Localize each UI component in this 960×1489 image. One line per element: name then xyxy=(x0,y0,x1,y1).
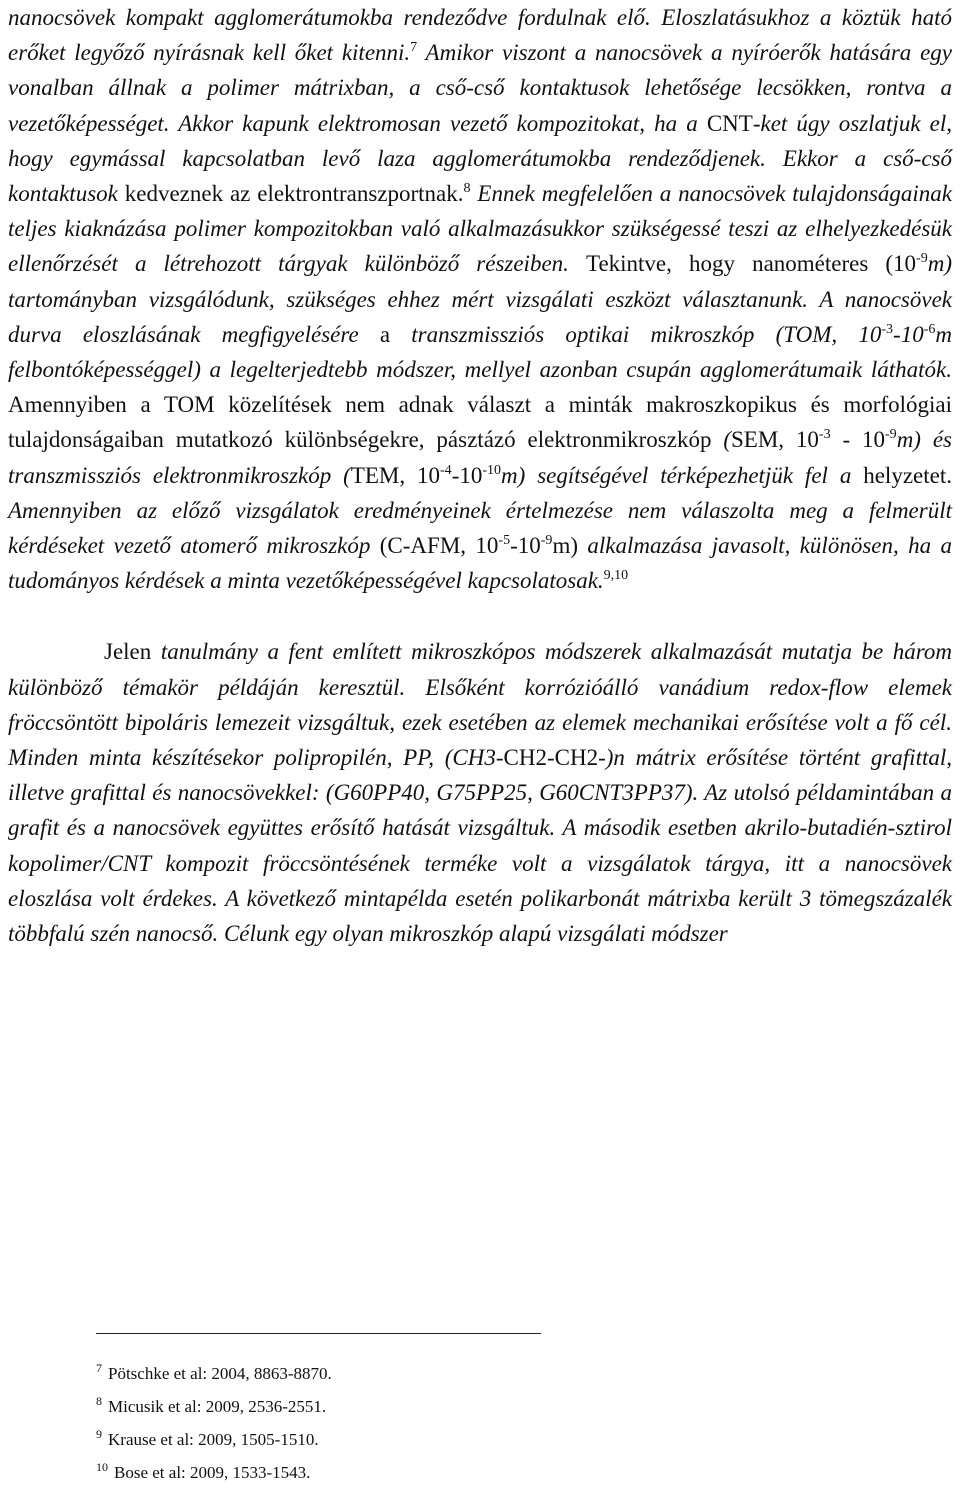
footnote-text: Krause et al: 2009, 1505-1510. xyxy=(108,1430,319,1449)
text-run: -10 xyxy=(893,321,924,347)
text-run: Amennyiben a TOM közelítések nem adnak választ a minták makroszkopikus és morfológiai tulajdonságaiban mutatkozó különbségekre, pásztázó elektronmikroszkóp xyxy=(8,392,952,453)
text-run: m) és transzmissziós elektronmikroszkóp ( xyxy=(8,427,952,488)
text-run: -ket úgy oszlatjuk el, hogy egymással kapcsolatban levő laza agglomerátumokba rendeződjenek. Ekkor a cső-cső kontaktusok xyxy=(8,110,952,207)
superscript: -6 xyxy=(923,321,936,337)
text-run: nanocsövek kompakt agglomerátumokba rendeződve fordulnak elő. Eloszlatásukhoz a köztük ható erőket legyőző nyírásnak kell őket kitenni. xyxy=(8,5,952,66)
text-run: m) tartományban vizsgálódunk, szükséges ehhez mért vizsgálati eszközt választanunk. A nanocsövek durva eloszlásának megfigyelésére xyxy=(8,251,952,347)
text-run: Ennek megfelelően a nanocsövek tulajdonságainak teljes kiaknázása polimer kompozitokban való alkalmazásukkor szükségessé teszi az elhelyezkedésük ellenőrzését a létrehozott tárgyak különböző részeiben. xyxy=(8,181,952,277)
superscript: -9 xyxy=(885,427,897,443)
text-run: Jelen xyxy=(104,639,152,665)
text-run: -10 xyxy=(451,462,483,488)
body-paragraph-2 xyxy=(8,634,952,951)
footnote-number: 8 xyxy=(96,1394,102,1408)
superscript: -9 xyxy=(916,251,928,267)
text-run: tanulmány a fent említett mikroszkópos módszerek alkalmazását mutatja be három különböző témakör példáján keresztül. Elsőként korrózióálló vanádium redox-flow elemek fröccsöntött bipoláris lemezeit vizsgáltuk, ezek esetében az elemek mechanikai erősítése volt a fő cél. Minden minta készítésekor polipropilén, PP, (CH3- xyxy=(8,639,952,771)
footnote-separator xyxy=(96,1333,541,1334)
superscript: -4 xyxy=(440,462,452,478)
footnote-7 xyxy=(96,1357,896,1390)
text-run: TEM, 10 xyxy=(350,462,441,488)
document-page xyxy=(8,0,952,951)
footnote-number: 10 xyxy=(96,1460,108,1474)
text-run: CH2-CH2- xyxy=(503,745,606,771)
text-run: m) xyxy=(552,533,578,559)
text-run: Amennyiben az előző vizsgálatok eredményeinek értelmezése nem válaszolta meg a felmerült kérdéseket vezető atomerő mikroszkóp xyxy=(8,497,952,559)
superscript: 9,10 xyxy=(603,568,629,584)
superscript: -5 xyxy=(498,533,511,549)
text-run: (C-AFM, 10 xyxy=(379,533,499,559)
footnote-10 xyxy=(96,1456,896,1489)
text-run: transzmissziós optikai mikroszkóp (TOM, 10 xyxy=(390,321,882,347)
text-run: Tekintve, hogy nanométeres (10 xyxy=(586,251,917,277)
footnote-text: Pötschke et al: 2004, 8863-8870. xyxy=(108,1364,332,1383)
superscript: -10 xyxy=(482,462,502,478)
superscript: -3 xyxy=(818,427,831,443)
footnote-9 xyxy=(96,1423,896,1456)
text-run: SEM, 10 xyxy=(731,427,819,453)
superscript: -3 xyxy=(881,321,894,337)
footnote-number: 9 xyxy=(96,1427,102,1441)
text-run: m felbontóképességgel) a legelterjedtebb módszer, mellyel azonban csupán agglomerátumaik láthatók. xyxy=(8,321,952,383)
text-run: alkalmazása javasolt, különösen, ha a tudományos kérdések a minta vezetőképességével kapcsolatosak. xyxy=(8,533,953,594)
superscript: -9 xyxy=(540,533,553,549)
footnote-text: Micusik et al: 2009, 2536-2551. xyxy=(108,1397,327,1416)
superscript: 7 xyxy=(410,40,418,56)
footnote-8 xyxy=(96,1390,896,1423)
text-run: CNT xyxy=(706,110,753,136)
text-run: ( xyxy=(711,427,731,453)
text-run: a xyxy=(379,321,391,347)
footnotes xyxy=(96,1357,896,1489)
superscript: 8 xyxy=(463,181,471,197)
text-run: -10 xyxy=(510,533,541,559)
footnote-number: 7 xyxy=(96,1361,102,1375)
text-run: helyzetet. xyxy=(863,462,952,488)
text-run: Amikor viszont a nanocsövek a nyíróerők hatására egy vonalban állnak a polimer mátrixban, a cső-cső kontaktusok lehetősége lecsökken, rontva a vezetőképességet. Akkor kapunk elektromosan vezető kompozitokat, ha a xyxy=(8,40,952,136)
text-run: m) segítségével térképezhetjük fel a xyxy=(501,462,864,488)
text-run: kedveznek az elektrontranszportnak. xyxy=(124,181,464,207)
body-paragraph-1 xyxy=(8,0,952,598)
text-run: )n mátrix erősítése történt grafittal, illetve grafittal és nanocsövekkel: (G60PP40, G75PP25, G60CNT3PP37). Az utolsó példamintában a grafit és a nanocsövek együttes erősítő hatását vizsgáltuk. A második esetben akrilo-butadién-sztirol kopolimer/CNT kompozit fröccsöntésének terméke volt a vizsgálatok tárgya, itt a nanocsövek eloszlása volt érdekes. A következő mintapélda esetén polikarbonát mátrixba került 3 tömegszázalék többfalú szén nanocső. Célunk egy olyan mikroszkóp alapú vizsgálati módszer xyxy=(8,745,952,947)
text-run: - 10 xyxy=(830,427,886,453)
footnote-text: Bose et al: 2009, 1533-1543. xyxy=(114,1463,311,1482)
